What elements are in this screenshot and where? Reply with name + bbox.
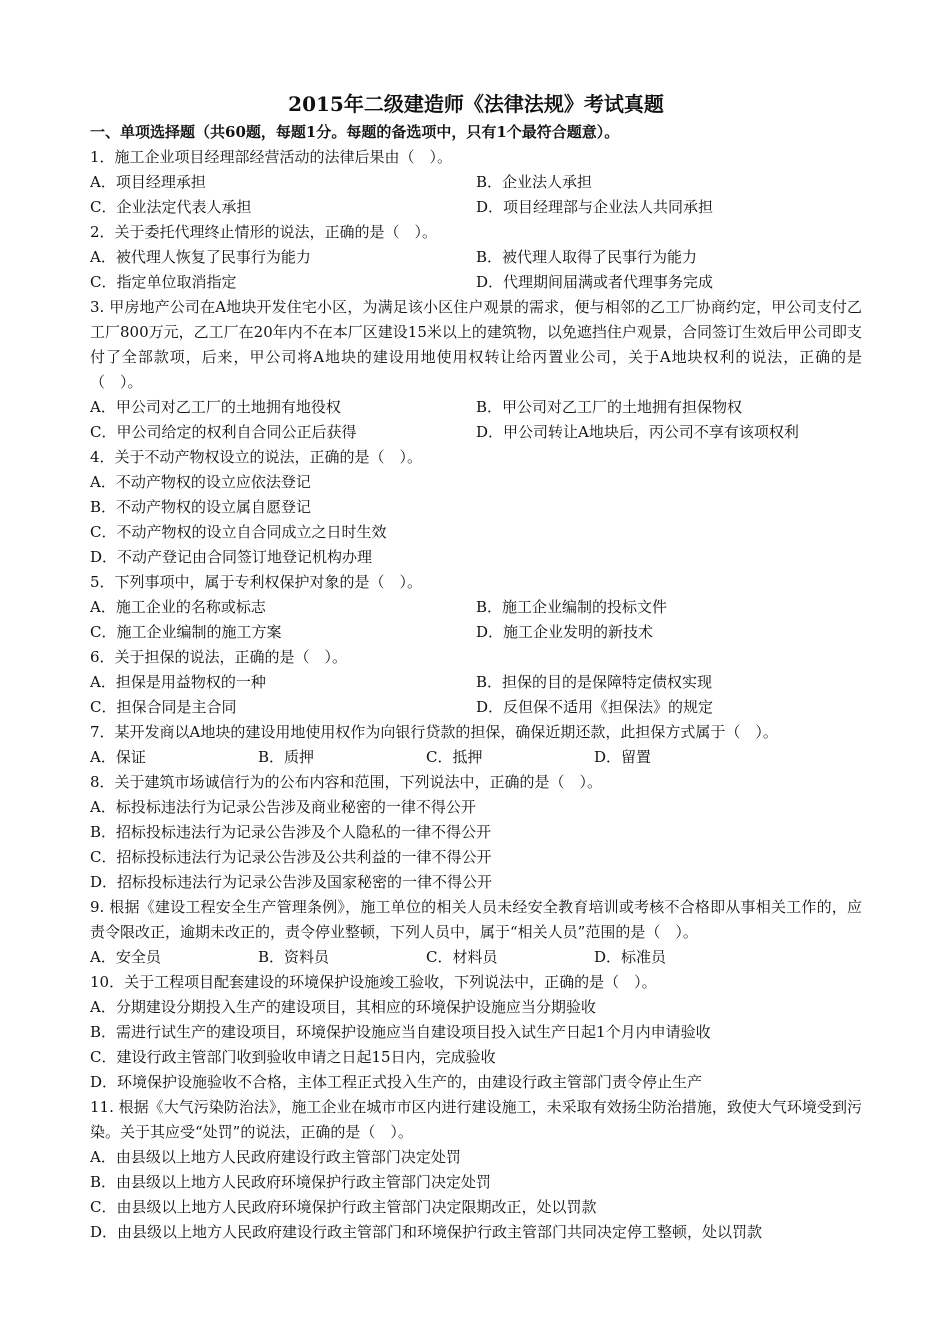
question-10-option-b: B．需进行试生产的建设项目，环境保护设施应当自建设项目投入试生产日起1个月内申请验收 — [90, 1023, 711, 1041]
question-5-option-b: B．施工企业编制的投标文件 — [476, 598, 668, 616]
question-10-option-a: A．分期建设分期投入生产的建设项目，其相应的环境保护设施应当分期验收 — [90, 998, 596, 1016]
question-7-option-b: B．质押 — [258, 748, 315, 766]
question-2-option-c: C．指定单位取消指定 — [90, 273, 237, 291]
question-1-options-row — [90, 195, 862, 220]
question-8-option-a: A．标投标违法行为记录公告涉及商业秘密的一律不得公开 — [90, 798, 476, 816]
question-7-options-row — [90, 745, 862, 770]
question-11-option-b: B．由县级以上地方人民政府环境保护行政主管部门决定处罚 — [90, 1173, 492, 1191]
question-6-option-a: A．担保是用益物权的一种 — [90, 673, 266, 691]
question-11-stem: 11. 根据《大气污染防治法》，施工企业在城市市区内进行建设施工，未采取有效扬尘防治措施，致使大气环境受到污染。关于其应受“处罚”的说法，正确的是（ ）。 — [90, 1098, 862, 1141]
question-11-option-d: D．由县级以上地方人民政府建设行政主管部门和环境保护行政主管部门共同决定停工整顿，处以罚款 — [90, 1223, 763, 1241]
question-1-option-b: B．企业法人承担 — [476, 173, 593, 191]
question-3-option-b: B．甲公司对乙工厂的土地拥有担保物权 — [476, 398, 743, 416]
question-6-options-row — [90, 670, 862, 695]
question-8-option-b: B．招标投标违法行为记录公告涉及个人隐私的一律不得公开 — [90, 823, 492, 841]
question-5-option-d: D．施工企业发明的新技术 — [476, 623, 654, 641]
question-9-option-b: B．资料员 — [258, 948, 330, 966]
question-8-option-c: C．招标投标违法行为记录公告涉及公共利益的一律不得公开 — [90, 848, 492, 866]
question-9-options-row — [90, 945, 862, 970]
question-4-option-d: D．不动产登记由合同签订地登记机构办理 — [90, 548, 373, 566]
question-7-option-d: D．留置 — [594, 748, 652, 766]
question-10-stem: 10．关于工程项目配套建设的环境保护设施竣工验收，下列说法中，正确的是（ ）。 — [90, 973, 657, 991]
question-3-option-c: C．甲公司给定的权利自合同公正后获得 — [90, 423, 357, 441]
question-6-option-d: D．反但保不适用《担保法》的规定 — [476, 698, 714, 716]
question-4-option-c: C．不动产物权的设立自合同成立之日时生效 — [90, 523, 387, 541]
question-2-options-row — [90, 245, 862, 270]
question-1-stem: 1．施工企业项目经理部经营活动的法律后果由（ ）。 — [90, 148, 453, 166]
question-3-options-row — [90, 395, 862, 420]
question-6-stem: 6．关于担保的说法，正确的是（ ）。 — [90, 648, 348, 666]
question-8-option-d: D．招标投标违法行为记录公告涉及国家秘密的一律不得公开 — [90, 873, 493, 891]
question-10-option-c: C．建设行政主管部门收到验收申请之日起15日内，完成验收 — [90, 1048, 496, 1066]
question-7-option-c: C．抵押 — [426, 748, 483, 766]
question-2-options-row — [90, 270, 862, 295]
question-1-option-a: A．项目经理承担 — [90, 173, 206, 191]
question-9-option-a: A．安全员 — [90, 948, 161, 966]
question-1-option-c: C．企业法定代表人承担 — [90, 198, 252, 216]
question-2-option-b: B．被代理人取得了民事行为能力 — [476, 248, 698, 266]
question-11-option-a: A．由县级以上地方人民政府建设行政主管部门决定处罚 — [90, 1148, 461, 1166]
question-5-options-row — [90, 620, 862, 645]
question-5-option-c: C．施工企业编制的施工方案 — [90, 623, 282, 641]
question-6-option-c: C．担保合同是主合同 — [90, 698, 237, 716]
question-11-option-c: C．由县级以上地方人民政府环境保护行政主管部门决定限期改正，处以罚款 — [90, 1198, 597, 1216]
question-6-option-b: B．担保的目的是保障特定债权实现 — [476, 673, 713, 691]
question-9-option-c: C．材料员 — [426, 948, 498, 966]
question-7-stem: 7．某开发商以A地块的建设用地使用权作为向银行贷款的担保，确保近期还款，此担保方式属于（ ）。 — [90, 723, 778, 741]
question-8-stem: 8．关于建筑市场诚信行为的公布内容和范围，下列说法中，正确的是（ ）。 — [90, 773, 603, 791]
page-title: 2015年二级建造师《法律法规》考试真题 — [288, 92, 664, 116]
question-5-options-row — [90, 595, 862, 620]
question-6-options-row — [90, 695, 862, 720]
question-2-option-d: D．代理期间届满或者代理事务完成 — [476, 273, 714, 291]
question-3-option-d: D．甲公司转让A地块后，丙公司不享有该项权利 — [476, 423, 799, 441]
question-7-option-a: A．保证 — [90, 748, 146, 766]
question-3-stem: 3. 甲房地产公司在A地块开发住宅小区，为满足该小区住户观景的需求，便与相邻的乙工厂协商约定，甲公司支付乙工厂800万元，乙工厂在20年内不在本厂区建设15米以上的建筑物，以免遮挡住户观景，合同签订生效后甲公司即支付了全部款项，后来，甲公司将A地块的建设用地使用权转让给丙置业公司，关于A地块权利的说法，正确的是（ ）。 — [90, 298, 862, 391]
question-2-stem: 2．关于委托代理终止情形的说法，正确的是（ ）。 — [90, 223, 438, 241]
question-3-option-a: A．甲公司对乙工厂的土地拥有地役权 — [90, 398, 341, 416]
question-4-option-b: B．不动产物权的设立属自愿登记 — [90, 498, 312, 516]
question-4-option-a: A．不动产物权的设立应依法登记 — [90, 473, 311, 491]
question-5-stem: 5．下列事项中，属于专利权保护对象的是（ ）。 — [90, 573, 423, 591]
question-2-option-a: A．被代理人恢复了民事行为能力 — [90, 248, 311, 266]
question-9-option-d: D．标准员 — [594, 948, 667, 966]
question-10-option-d: D．环境保护设施验收不合格，主体工程正式投入生产的，由建设行政主管部门责令停止生产 — [90, 1073, 703, 1091]
question-1-options-row — [90, 170, 862, 195]
question-4-stem: 4．关于不动产物权设立的说法，正确的是（ ）。 — [90, 448, 423, 466]
question-9-stem: 9. 根据《建设工程安全生产管理条例》，施工单位的相关人员未经安全教育培训或考核不合格即从事相关工作的，应责令限改正，逾期未改正的，责令停业整顿，下列人员中，属于“相关人员”范围的是（ ）。 — [90, 898, 862, 941]
question-3-options-row — [90, 420, 862, 445]
section-heading: 一、单项选择题（共60题，每题1分。每题的备选项中，只有1个最符合题意）。 — [90, 123, 620, 141]
question-5-option-a: A．施工企业的名称或标志 — [90, 598, 266, 616]
question-1-option-d: D．项目经理部与企业法人共同承担 — [476, 198, 714, 216]
